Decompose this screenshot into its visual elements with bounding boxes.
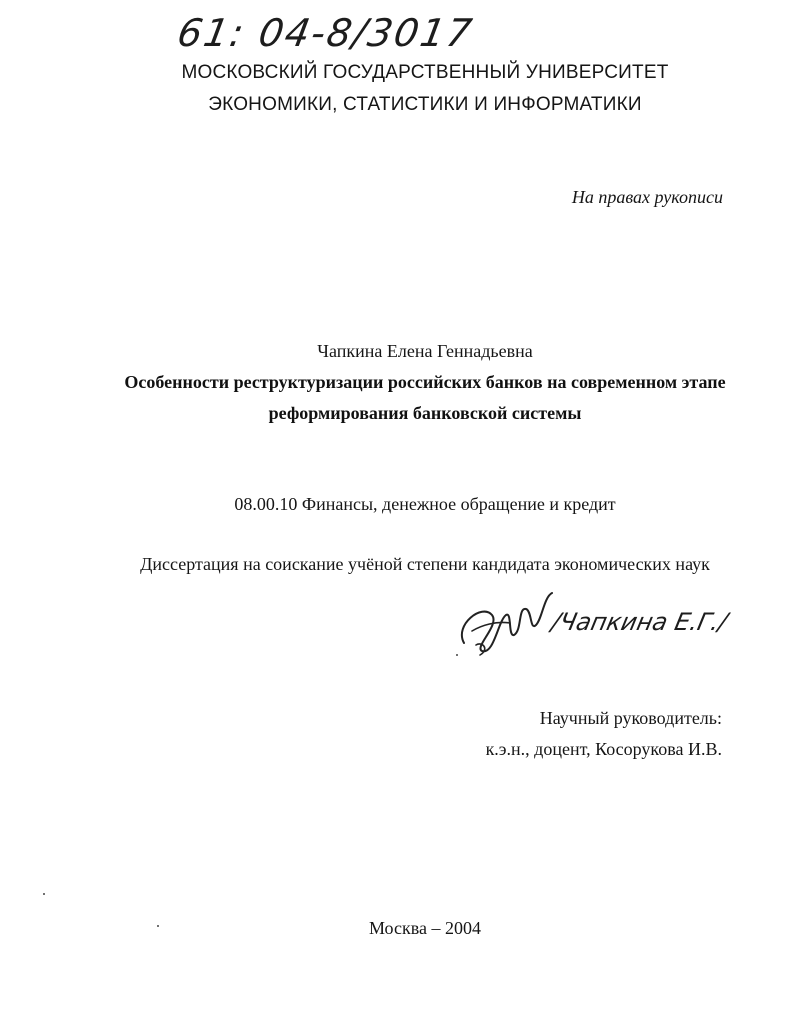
scan-speck [43,893,45,895]
specialty-code: 08.00.10 Финансы, денежное обращение и кредит [234,494,616,514]
supervisor-name: к.э.н., доцент, Косорукова И.В. [485,739,722,759]
dissertation-title-line1: Особенности реструктуризации российских банков на современном этапе [124,372,726,392]
scan-speck [157,925,159,927]
signature-scribble [452,585,562,663]
university-name-line1: МОСКОВСКИЙ ГОСУДАРСТВЕННЫЙ УНИВЕРСИТЕТ [181,62,669,83]
supervisor-label: Научный руководитель: [539,708,722,728]
scan-speck [456,654,458,656]
city-year: Москва – 2004 [369,918,481,938]
signature-name: /Чапкина Е.Г./ [549,608,730,636]
manuscript-note: На правах рукописи [571,187,723,207]
archive-number: 61: 04-8/3017 [174,11,477,55]
university-name-line2: ЭКОНОМИКИ, СТАТИСТИКИ И ИНФОРМАТИКИ [208,94,642,115]
dissertation-title-line2: реформирования банковской системы [268,403,582,423]
degree-statement: Диссертация на соискание учёной степени кандидата экономических наук [140,554,710,574]
author-name: Чапкина Елена Геннадьевна [317,341,533,361]
